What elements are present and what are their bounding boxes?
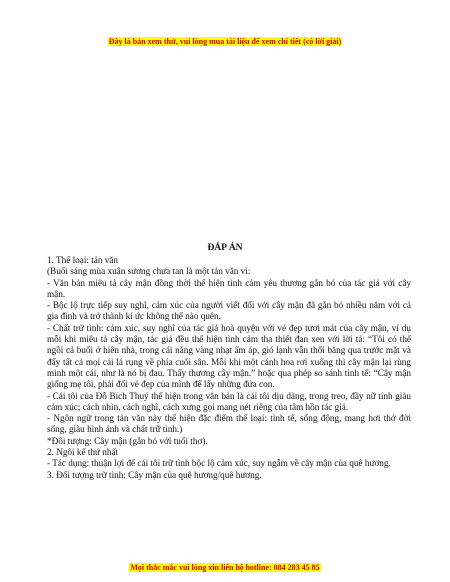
preview-notice-text: Đây là bản xem thử, vui lòng mua tài liệu để xem chi tiết (có lời giải) — [108, 37, 342, 46]
answer-paragraph: 1. Thể loại: tản văn — [47, 255, 119, 265]
answer-paragraph: 2. Ngôi kể thứ nhất — [47, 447, 119, 458]
answer-paragraph: *Đối tượng: Cây mận (gắn bó với tuổi thơ). — [47, 435, 208, 446]
answer-heading: ĐÁP ÁN — [207, 243, 243, 253]
answer-content — [47, 255, 411, 481]
answer-paragraph: 3. Đối tượng trữ tình: Cây mận của quê hương/quê hương. — [47, 469, 262, 480]
preview-notice-banner — [0, 37, 450, 47]
hotline-text: Mọi thắc mắc vui lòng xin liên hệ hotline: 084 283 45 85 — [130, 563, 320, 572]
answer-paragraph: - Văn bản miêu tả cây mận đồng thời thể hiện tình cảm yêu thương gắn bó của tác giả với cây mận. — [47, 277, 411, 299]
hotline-banner — [0, 563, 450, 573]
answer-paragraph: - Chất trữ tình: cảm xúc, suy nghĩ của tác giả hoà quyện với vẻ đẹp tươi mát của cây mận, ví dụ mỗi khi miêu tả cây mận, tác giả đều thể hiện tình cảm tha thiết đan xen với lời tả: “Tôi có thể ngồi cả buổi ở hiên nhà, trong cái nắng vàng nhạt ấm áp, gió lạnh vẫn thổi băng qua trước mặt và đẩy tất cả mọi cái lá rụng về phía cuối sân. Mỗi khi một cánh hoa rơi xuống thì cây mận lại rùng mình một cái, như là nó bị đau. Thấy thương cây mận.” hoặc qua phép so sánh tinh tế: “Cây mận giống mẹ tôi, phải đổi vẻ đẹp của mình để lấy những đứa con. — [47, 322, 411, 390]
answer-paragraph: (Buổi sáng mùa xuân sương chưa tan là một tản văn vì: — [47, 266, 251, 277]
answer-paragraph: - Ngôn ngữ trong tản văn này thể hiện đặc điểm thể loại: tinh tế, sống động, mang hơi thở đời sống, giàu hình ảnh và chất trữ tình.) — [47, 413, 411, 435]
answer-paragraph: - Bộc lộ trực tiếp suy nghĩ, cảm xúc của người viết đối với cây mận đã gắn bó nhiều năm với cả gia đình và trở thành kí ức không thể nào quên. — [47, 300, 411, 322]
answer-paragraph: - Tác dụng: thuận lợi để cái tôi trữ tình bộc lộ cảm xúc, suy ngẫm về cây mận của quê hương. — [47, 458, 391, 469]
answer-paragraph: - Cái tôi của Đỗ Bích Thuý thể hiện trong văn bản là cái tôi dịu dàng, trong treo, đầy nữ tính giàu cảm xúc; cách nhìn, cách nghĩ, cách xưng gọi mang nét riêng của tâm hồn tác giả. — [47, 390, 411, 412]
